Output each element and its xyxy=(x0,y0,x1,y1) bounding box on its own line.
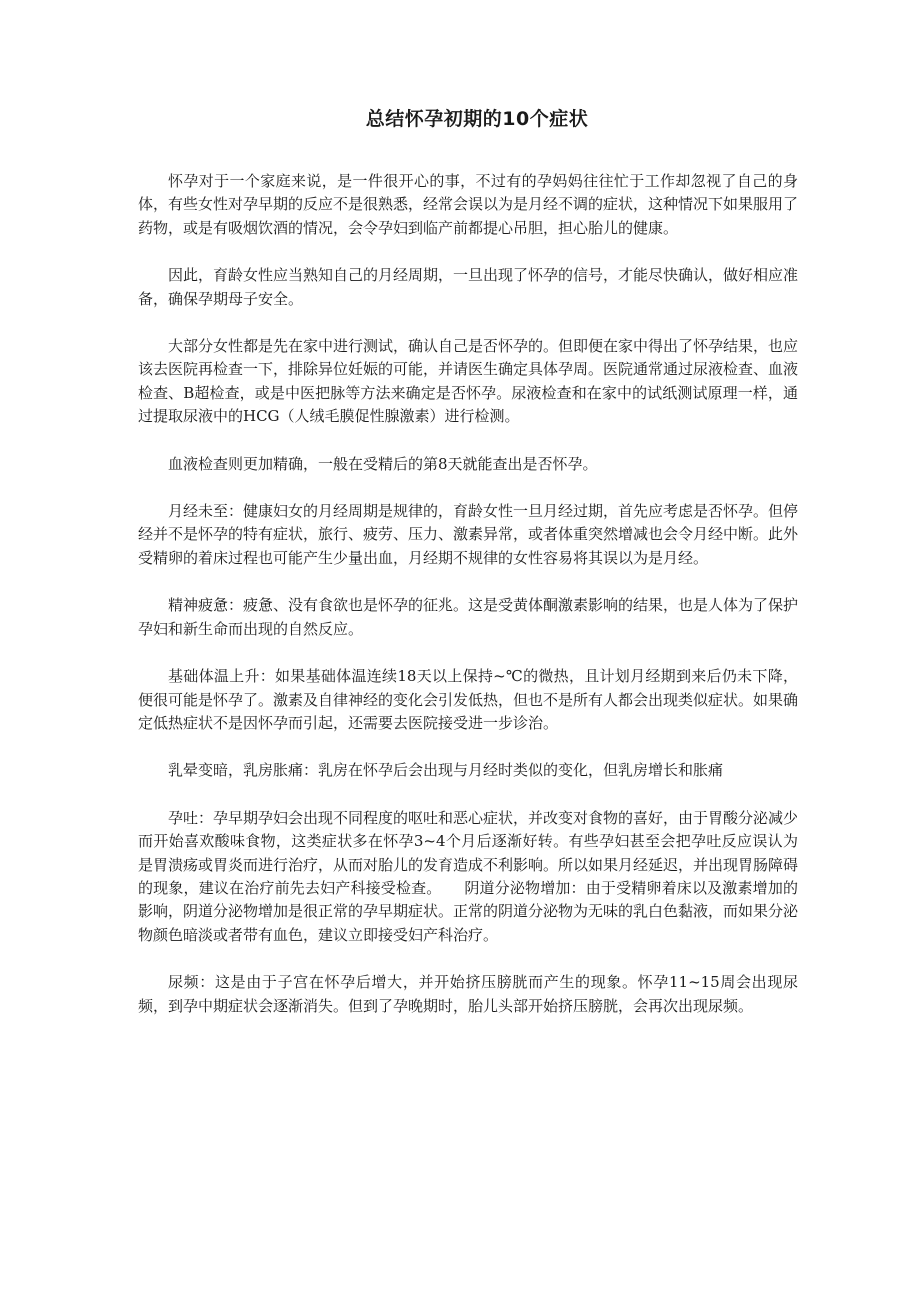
paragraph-missed-period: 月经未至：健康妇女的月经周期是规律的，育龄女性一旦月经过期，首先应考虑是否怀孕。但停经并不是怀孕的特有症状，旅行、疲劳、压力、激素异常，或者体重突然增减也会令月经中断。此外受精卵的着床过程也可能产生少量出血，月经期不规律的女性容易将其误以为是月经。 xyxy=(138,502,799,567)
paragraph-blood-test: 血液检查则更加精确，一般在受精后的第8天就能查出是否怀孕。 xyxy=(168,454,598,473)
document-title: 总结怀孕初期的10个症状 xyxy=(365,108,589,130)
paragraph-cycle-awareness: 因此，育龄女性应当熟知自己的月经周期，一旦出现了怀孕的信号，才能尽快确认，做好相应准备，确保孕期母子安全。 xyxy=(138,266,799,308)
document-body xyxy=(138,170,798,1042)
paragraph-morning-sickness: 孕吐：孕早期孕妇会出现不同程度的呕吐和恶心症状，并改变对食物的喜好，由于胃酸分泌减少而开始喜欢酸味食物，这类症状多在怀孕3~4个月后逐渐好转。有些孕妇甚至会把孕吐反应误认为是胃溃疡或胃炎而进行治疗，从而对胎儿的发育造成不利影响。所以如果月经延迟，并出现胃肠障碍的现象，建议在治疗前先去妇产科接受检查。 阴道分泌物增加：由于受精卵着床以及激素增加的影响，阴道分泌物增加是很正常的孕早期症状。正常的阴道分泌物为无味的乳白色黏液，而如果分泌物颜色暗淡或者带有血色，建议立即接受妇产科治疗。 xyxy=(138,808,799,944)
paragraph-breast-changes: 乳晕变暗，乳房胀痛：乳房在怀孕后会出现与月经时类似的变化，但乳房增长和胀痛 xyxy=(168,761,724,780)
paragraph-fatigue: 精神疲惫：疲惫、没有食欲也是怀孕的征兆。这是受黄体酮激素影响的结果，也是人体为了保护孕妇和新生命而出现的自然反应。 xyxy=(138,596,799,638)
paragraph-intro: 怀孕对于一个家庭来说，是一件很开心的事，不过有的孕妈妈往往忙于工作却忽视了自己的身体，有些女性对孕早期的反应不是很熟悉，经常会误以为是月经不调的症状，这种情况下如果服用了药物，或是有吸烟饮酒的情况，会令孕妇到临产前都提心吊胆，担心胎儿的健康。 xyxy=(138,172,799,237)
paragraph-frequent-urination: 尿频：这是由于子宫在怀孕后增大，并开始挤压膀胱而产生的现象。怀孕11~15周会出现尿频，到孕中期症状会逐渐消失。但到了孕晚期时，胎儿头部开始挤压膀胱，会再次出现尿频。 xyxy=(138,973,798,1015)
paragraph-body-temperature: 基础体温上升：如果基础体温连续18天以上保持~℃的微热，且计划月经期到来后仍未下降，便很可能是怀孕了。激素及自律神经的变化会引发低热，但也不是所有人都会出现类似症状。如果确定低热症状不是因怀孕而引起，还需要去医院接受进一步诊治。 xyxy=(138,667,799,732)
paragraph-testing: 大部分女性都是先在家中进行测试，确认自己是否怀孕的。但即便在家中得出了怀孕结果，也应该去医院再检查一下，排除异位妊娠的可能，并请医生确定具体孕周。医院通常通过尿液检查、血液检查、B超检查，或是中医把脉等方法来确定是否怀孕。尿液检查和在家中的试纸测试原理一样，通过提取尿液中的HCG（人绒毛膜促性腺激素）进行检测。 xyxy=(138,337,799,426)
